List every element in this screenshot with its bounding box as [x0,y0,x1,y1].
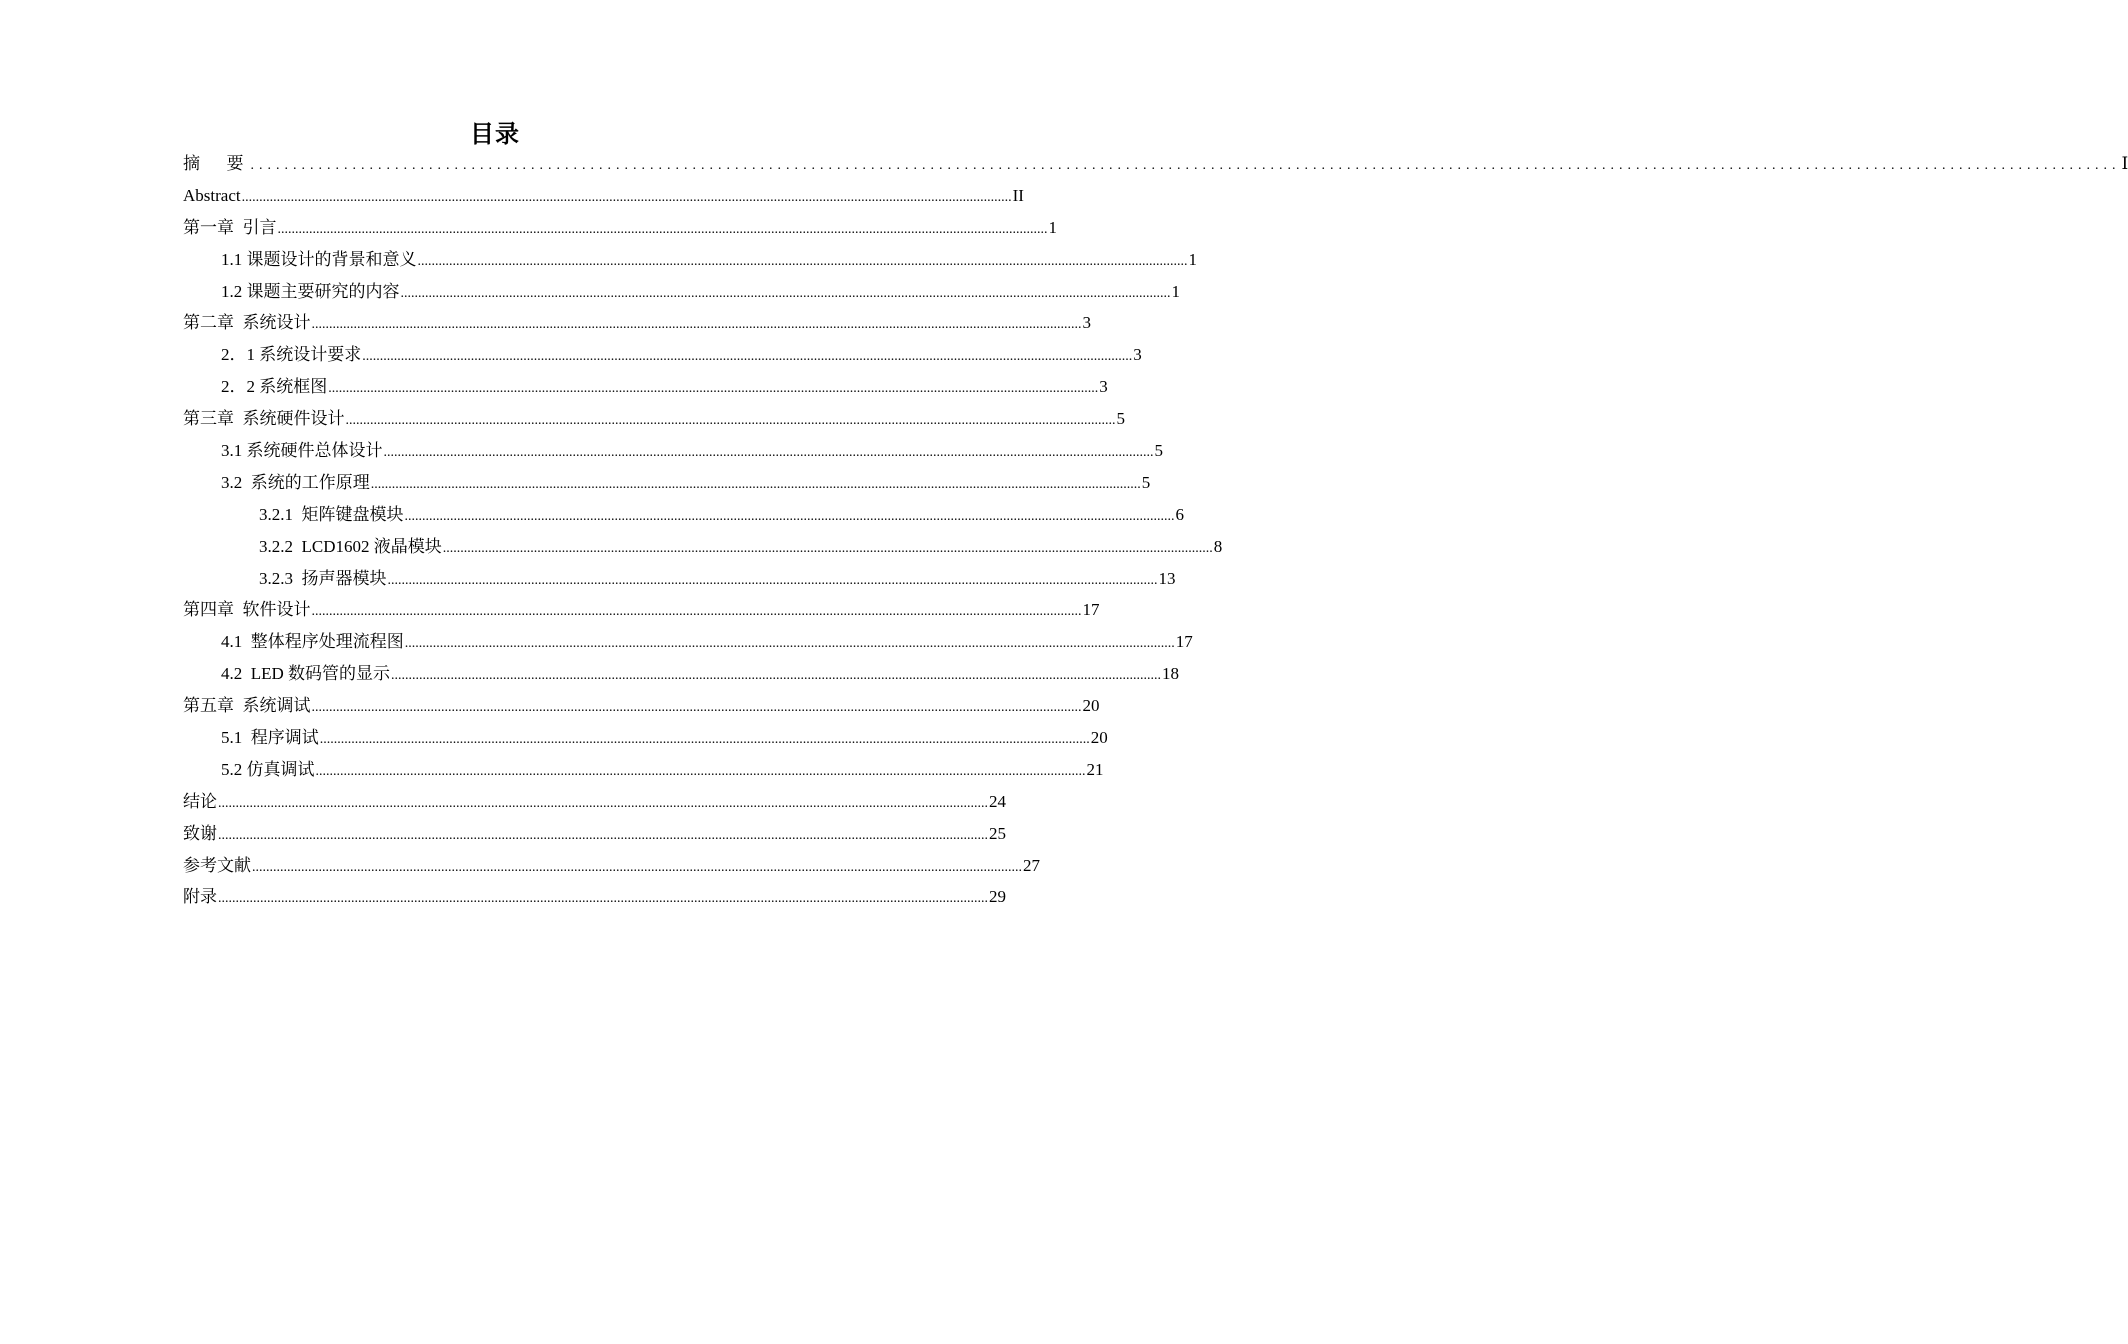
toc-entry[interactable] [183,563,1176,595]
toc-entry-page-number: 17 [1175,632,1193,652]
toc-entry[interactable] [183,148,2128,180]
toc-entry-label: 4.2 LED 数码管的显示 [221,664,391,684]
toc-entry[interactable] [183,244,1197,276]
toc-entry-label: 参考文献 [183,855,251,875]
toc-entry[interactable] [183,403,1125,435]
toc-entry-page-number: 5 [1116,409,1125,429]
toc-entry-label: 致谢 [183,823,217,843]
toc-entry-page-number: 5 [1154,441,1163,461]
toc-entry[interactable] [183,722,1108,754]
toc-title: 目录 [470,120,520,148]
toc-entry[interactable] [183,818,1006,850]
dot-leader: ............................................................................................................................................................................................................................ [218,891,988,907]
toc-entry-label: 第五章 系统调试 [183,696,311,716]
toc-entry-label: 2．1 系统设计要求 [221,345,362,365]
toc-entry-page-number: 1 [1048,217,1057,237]
toc-entry-label: 第四章 软件设计 [183,600,311,620]
dot-leader: ............................................................................................................................................................................................................................ [319,732,1090,748]
toc-entry-label: 3.2.2 LCD1602 液晶模块 [259,536,442,556]
dot-leader: ............................................................................................................................................................................................................................ [328,381,1099,397]
dot-leader: ............................................................................................................................................................................................................................ [417,253,1188,269]
toc-entry-label: 4.1 整体程序处理流程图 [221,632,404,652]
toc-entry[interactable] [183,594,1100,626]
toc-entry-label: 2．2 系统框图 [221,377,328,397]
toc-entry[interactable] [183,850,1040,882]
toc-entry-label: 5.1 程序调试 [221,728,319,748]
toc-entry-page-number: 6 [1175,504,1184,524]
toc-entry-label: 1.1 课题设计的背景和意义 [221,249,417,269]
dot-leader: ............................................................................................................................................................................................................................ [400,285,1171,301]
toc-entry[interactable] [183,531,1223,563]
toc-entry-page-number: II [1012,185,1024,205]
toc-entry-label: 1.2 课题主要研究的内容 [221,281,400,301]
toc-entry[interactable] [183,276,1180,308]
dot-leader: ............................................................................................................................................................................................................................ [362,349,1133,365]
toc-entry-label: 5.2 仿真调试 [221,759,315,779]
dot-leader: ............................................................................................................................................................................................................................ [311,700,1082,716]
dot-leader: ............................................................................................................................................................................................................................ [387,572,1158,588]
table-of-contents [183,148,2128,913]
toc-entry-label: 第一章 引言 [183,217,277,237]
toc-entry-page-number: 13 [1158,568,1176,588]
dot-leader: ............................................................................................................................................................................................................................ [252,859,1022,875]
toc-entry-page-number: 3 [1099,377,1108,397]
toc-entry-page-number: Ⅰ [2121,154,2128,173]
toc-entry-label: 3.2.1 矩阵键盘模块 [259,504,404,524]
toc-entry[interactable] [183,658,1180,690]
toc-entry-page-number: 21 [1086,759,1104,779]
toc-entry-page-number: 3 [1082,313,1091,333]
toc-entry[interactable] [183,371,1108,403]
toc-entry-page-number: 27 [1023,855,1040,875]
toc-entry-label: 3.2.3 扬声器模块 [259,568,387,588]
toc-entry-page-number: 18 [1162,664,1180,684]
toc-entry-label: 第二章 系统设计 [183,313,311,333]
dot-leader: ............................................................................................................................................................................................................................ [311,604,1082,620]
toc-entry[interactable] [183,307,1091,339]
toc-entry[interactable] [183,626,1193,658]
dot-leader: ............................................................................................................................................................................................................................ [311,317,1082,333]
toc-entry[interactable] [183,754,1104,786]
dot-leader: ............................................................................................................................................................................................................................ [277,221,1048,237]
toc-entry-page-number: 20 [1090,728,1108,748]
toc-entry-page-number: 17 [1082,600,1100,620]
toc-entry-label: 第三章 系统硬件设计 [183,409,345,429]
dot-leader: ............................................................................................................................................................................................................................ [250,158,2121,173]
dot-leader: ............................................................................................................................................................................................................................ [315,763,1086,779]
toc-entry-page-number: 20 [1082,696,1100,716]
dot-leader: ............................................................................................................................................................................................................................ [404,508,1175,524]
dot-leader: ............................................................................................................................................................................................................................ [404,636,1175,652]
toc-entry-label: 附录 [183,887,217,907]
toc-entry[interactable] [183,786,1006,818]
dot-leader: ............................................................................................................................................................................................................................ [370,476,1141,492]
toc-entry[interactable] [183,339,1142,371]
toc-entry-page-number: 24 [989,791,1006,811]
toc-entry-label: 3.1 系统硬件总体设计 [221,441,383,461]
toc-entry-page-number: 1 [1171,281,1180,301]
toc-entry-label: 结论 [183,791,217,811]
toc-entry[interactable] [183,435,1163,467]
toc-entry[interactable] [183,881,1006,913]
dot-leader: ............................................................................................................................................................................................................................ [442,540,1213,556]
toc-entry-label: Abstract [183,185,241,205]
toc-entry-label: 3.2 系统的工作原理 [221,472,370,492]
toc-entry[interactable] [183,467,1151,499]
dot-leader: ............................................................................................................................................................................................................................ [345,413,1116,429]
toc-entry[interactable] [183,180,1024,212]
dot-leader: ............................................................................................................................................................................................................................ [383,445,1154,461]
toc-entry-page-number: 3 [1133,345,1142,365]
dot-leader: ............................................................................................................................................................................................................................ [218,795,988,811]
toc-entry[interactable] [183,499,1184,531]
dot-leader: ............................................................................................................................................................................................................................ [218,827,988,843]
toc-entry-page-number: 25 [989,823,1006,843]
toc-entry-page-number: 1 [1188,249,1197,269]
toc-entry[interactable] [183,690,1100,722]
toc-entry-page-number: 29 [989,887,1006,907]
dot-leader: ............................................................................................................................................................................................................................ [391,668,1162,684]
toc-entry-page-number: 8 [1213,536,1223,556]
dot-leader: ............................................................................................................................................................................................................................ [241,189,1012,205]
toc-entry-page-number: 5 [1141,472,1151,492]
toc-entry-label: 摘 要 [183,154,250,173]
toc-entry[interactable] [183,212,1057,244]
